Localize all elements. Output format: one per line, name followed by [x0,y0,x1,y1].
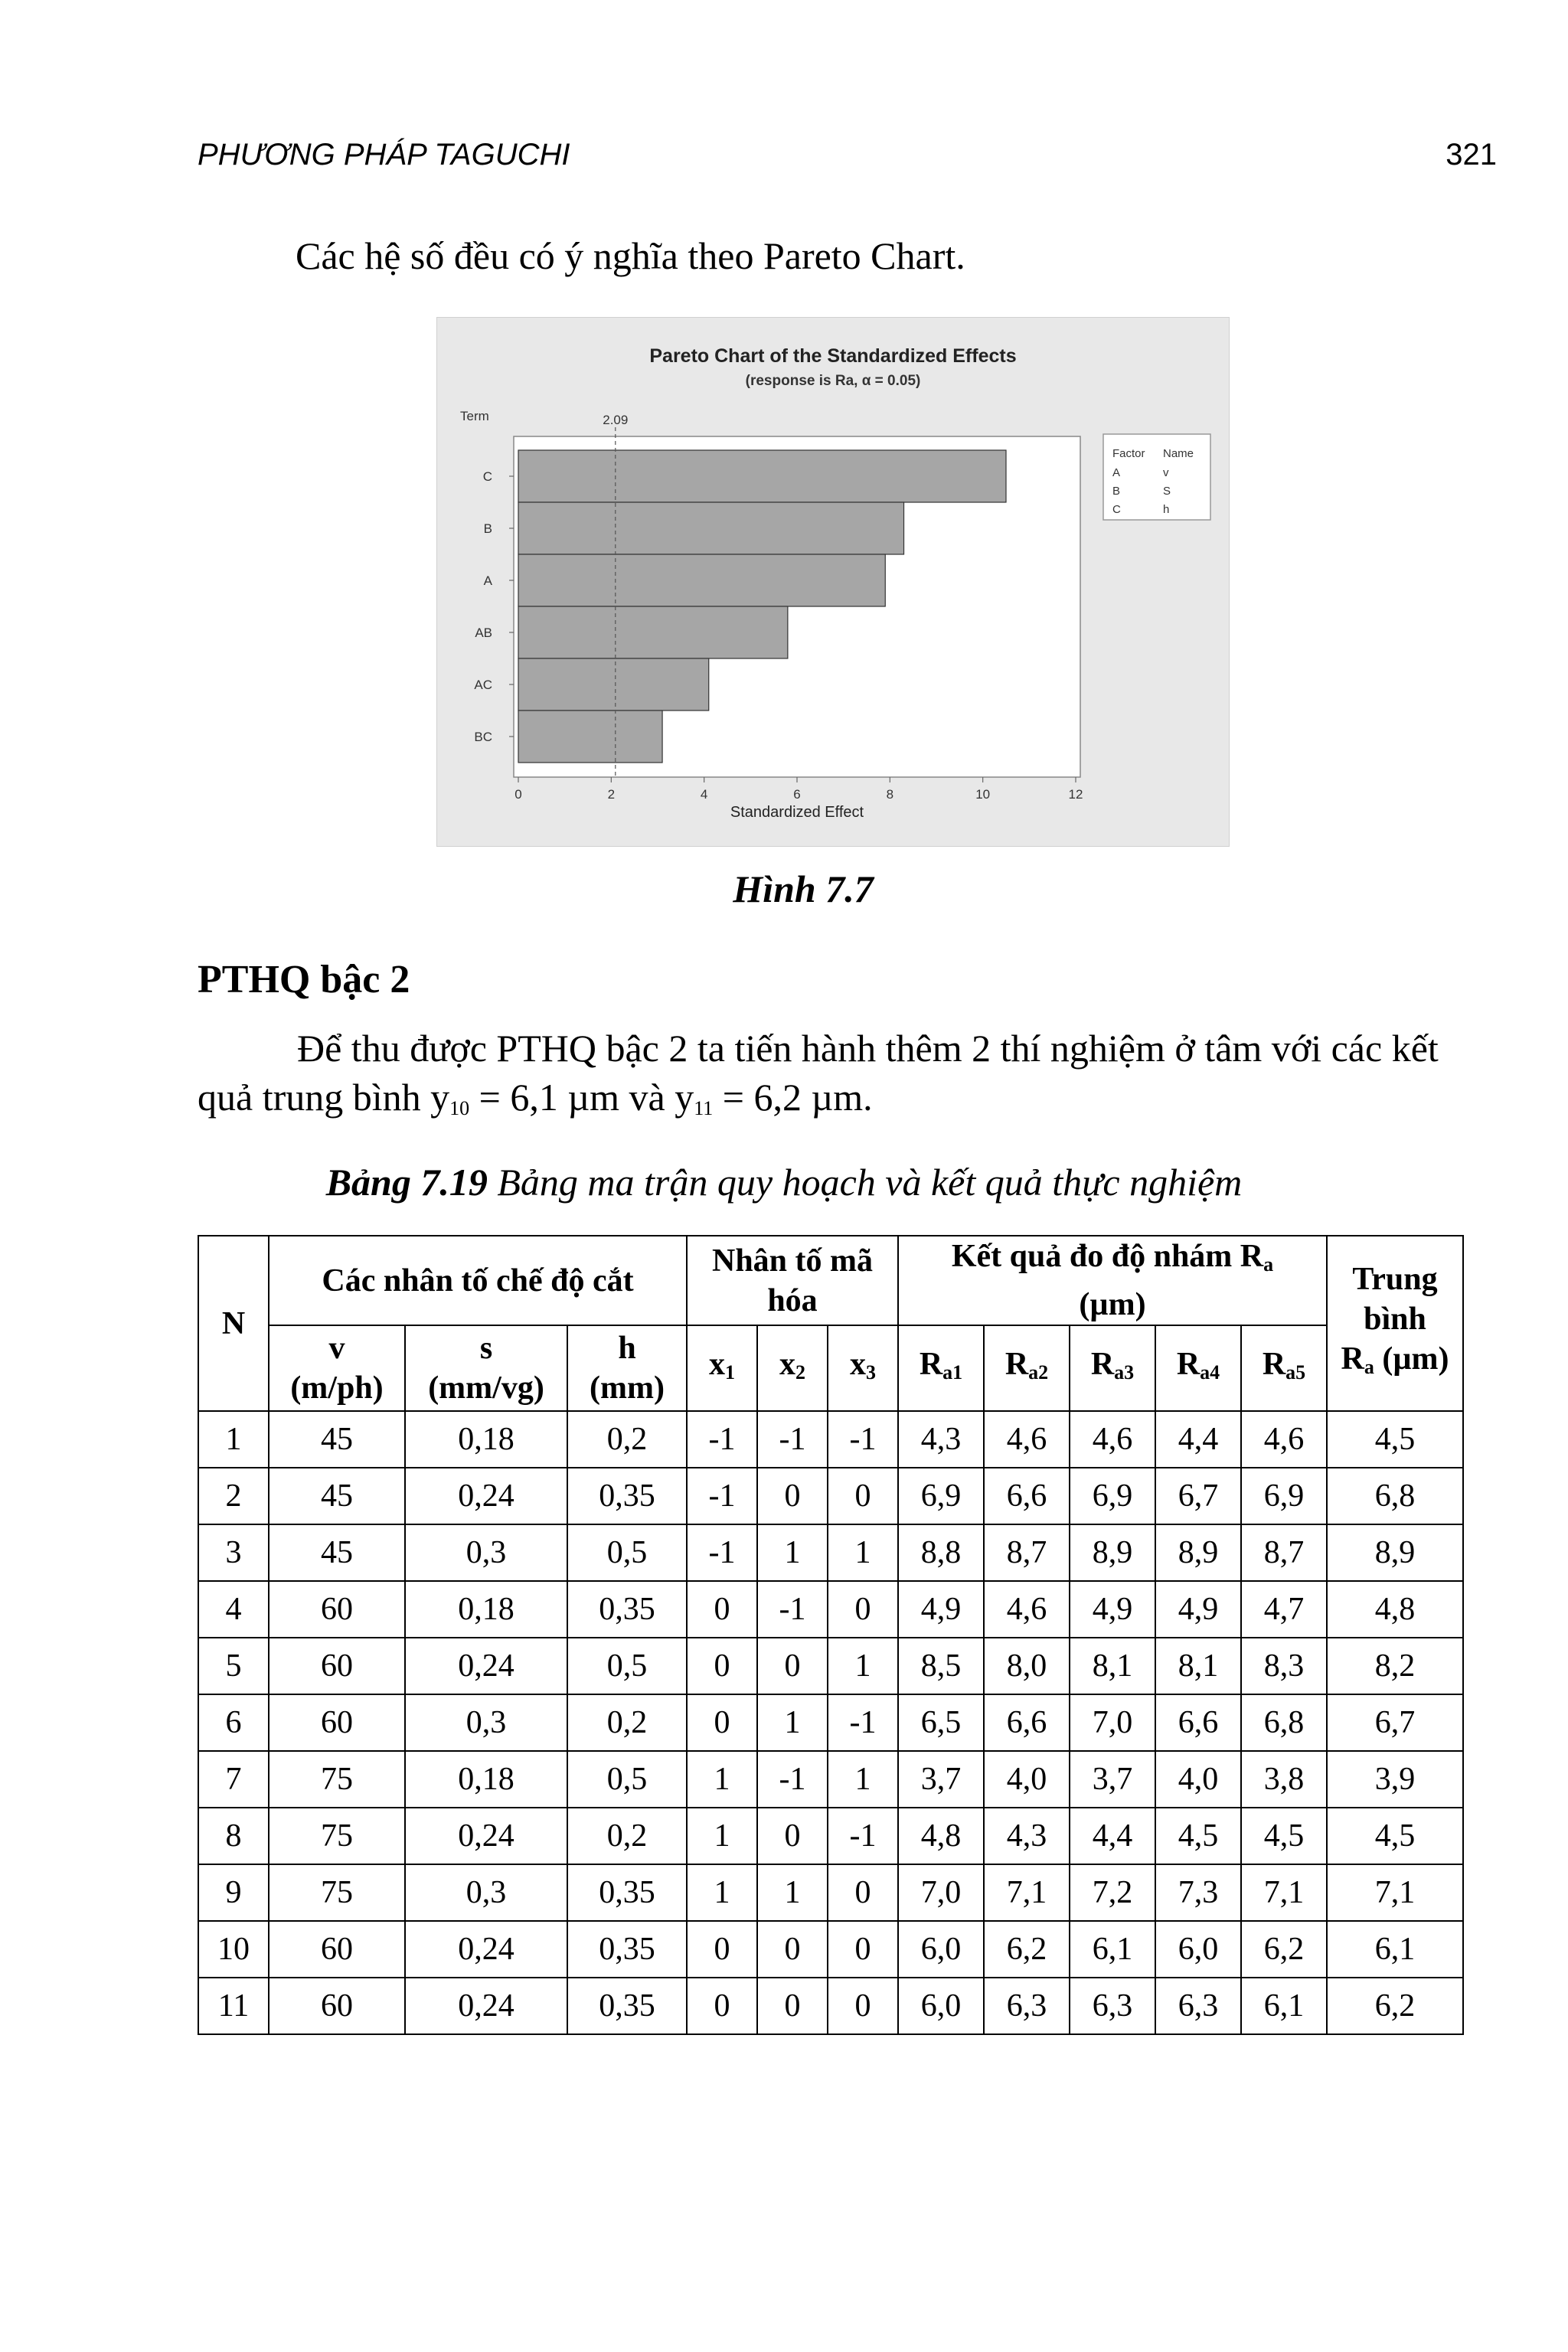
table-cell: 1 [198,1411,269,1468]
table-cell: 11 [198,1978,269,2034]
table-cell: 0,18 [405,1411,567,1468]
table-cell: 0,18 [405,1751,567,1808]
table-cell: 45 [269,1411,405,1468]
section-heading: PTHQ bậc 2 [198,958,410,1001]
table-cell: 6,6 [984,1468,1070,1524]
table-cell: 1 [687,1808,757,1864]
table-cell: 4,5 [1327,1411,1463,1468]
table-cell: 4,5 [1327,1808,1463,1864]
table-row [198,1864,1463,1921]
table-cell: 6,8 [1327,1468,1463,1524]
table-cell: 0 [687,1978,757,2034]
table-cell: 0,5 [567,1751,687,1808]
legend-header: Factor [1112,447,1145,460]
table-cell: 0 [757,1808,828,1864]
header-roughness-results: Kết quả đo độ nhám $R_a$ (µm) [898,1236,1327,1325]
table-cell: 2 [198,1468,269,1524]
reference-line-label: 2.09 [603,413,629,427]
chart-legend [1103,434,1210,520]
header-x3: $x_3$ [828,1325,898,1411]
table-cell: 1 [757,1694,828,1751]
table-cell: 0 [687,1694,757,1751]
table-cell: 6,0 [898,1978,984,2034]
table-cell: 8,8 [898,1524,984,1581]
table-cell: -1 [687,1468,757,1524]
table-cell: 1 [757,1864,828,1921]
table-cell: 1 [687,1864,757,1921]
y-tick-label: BC [474,730,492,744]
legend-factor: C [1112,503,1121,516]
x-tick-label: 0 [514,787,522,802]
table-row [198,1638,1463,1694]
table-cell: 8,7 [1241,1524,1327,1581]
bar-a [518,554,885,606]
table-row [198,1581,1463,1638]
legend-name: h [1163,503,1170,516]
table-cell: 0,5 [567,1524,687,1581]
table-cell: 8,9 [1070,1524,1155,1581]
table-cell: 8,5 [898,1638,984,1694]
table-cell: 6,1 [1070,1921,1155,1978]
table-row [198,1978,1463,2034]
table-cell: 6,2 [984,1921,1070,1978]
table-cell: 1 [757,1524,828,1581]
table-cell: 8,7 [984,1524,1070,1581]
table-cell: 0 [757,1978,828,2034]
table-cell: 45 [269,1524,405,1581]
table-cell: 4,5 [1155,1808,1241,1864]
table-cell: 4,3 [898,1411,984,1468]
page-number: 321 [1446,138,1497,172]
table-cell: 60 [269,1694,405,1751]
table-cell: 6,1 [1241,1978,1327,2034]
table-cell: 6,5 [898,1694,984,1751]
paragraph-text-3: = 6,2 µm. [713,1076,873,1119]
chart-canvas [437,318,1229,846]
table-cell: 6,3 [984,1978,1070,2034]
table-cell: 4,8 [1327,1581,1463,1638]
table-cell: 6,6 [984,1694,1070,1751]
table-cell: 60 [269,1638,405,1694]
x-tick-label: 4 [700,787,708,802]
table-cell: 6,7 [1155,1468,1241,1524]
header-average: Trung bình $R_a$ (µm) [1327,1236,1463,1411]
y-tick-label: B [483,521,492,536]
table-cell: 6,0 [898,1921,984,1978]
table-cell: 0 [687,1581,757,1638]
table-cell: 4,9 [898,1581,984,1638]
table-cell: 6,2 [1241,1921,1327,1978]
table-cell: 0,35 [567,1468,687,1524]
table-cell: 4 [198,1581,269,1638]
table-cell: 6,2 [1327,1978,1463,2034]
table-cell: 10 [198,1921,269,1978]
table-cell: 0 [687,1638,757,1694]
table-cell: 75 [269,1864,405,1921]
y-tick-label: AB [475,626,492,640]
table-cell: 0 [828,1468,898,1524]
table-cell: 8,0 [984,1638,1070,1694]
table-cell: -1 [757,1411,828,1468]
table-cell: 4,6 [1241,1411,1327,1468]
table-cell: 0,2 [567,1411,687,1468]
table-cell: 0,24 [405,1638,567,1694]
table-cell: 6,8 [1241,1694,1327,1751]
table-cell: 60 [269,1581,405,1638]
table-cell: 6,0 [1155,1921,1241,1978]
table-cell: -1 [828,1808,898,1864]
table-cell: 0 [828,1921,898,1978]
table-cell: 1 [828,1524,898,1581]
paragraph-subscript-1: 10 [449,1097,470,1119]
table-cell: 60 [269,1978,405,2034]
table-cell: 7,1 [984,1864,1070,1921]
y-tick-label: A [483,573,492,588]
figure-caption: Hình 7.7 [733,867,874,910]
table-cell: 0,24 [405,1921,567,1978]
table-cell: 6,1 [1327,1921,1463,1978]
chart-subtitle: (response is Ra, α = 0.05) [745,373,921,389]
legend-name: v [1163,466,1169,479]
table-row [198,1411,1463,1468]
header-h: h (mm) [567,1325,687,1411]
table-cell: 6,3 [1070,1978,1155,2034]
table-cell: 6,3 [1155,1978,1241,2034]
table-cell: 3,9 [1327,1751,1463,1808]
table-cell: 8,3 [1241,1638,1327,1694]
y-axis-label: Term [460,409,489,423]
table-cell: 0 [757,1921,828,1978]
table-cell: 0,2 [567,1694,687,1751]
table-cell: 4,6 [984,1581,1070,1638]
table-cell: 3 [198,1524,269,1581]
table-caption [0,1160,1568,1204]
table-cell: 4,6 [1070,1411,1155,1468]
table-row [198,1921,1463,1978]
table-cell: 0 [687,1921,757,1978]
table-cell: 8,2 [1327,1638,1463,1694]
table-cell: 0 [757,1638,828,1694]
bar-bc [518,710,662,763]
header-n: N [198,1236,269,1411]
table-cell: 0 [757,1468,828,1524]
table-cell: 0,35 [567,1581,687,1638]
header-ra5: $R_{a5}$ [1241,1325,1327,1411]
bar-ab [518,606,788,658]
legend-header: Name [1163,447,1194,460]
table-cell: 0 [828,1581,898,1638]
table-cell: -1 [757,1581,828,1638]
table-cell: 0,24 [405,1808,567,1864]
table-cell: 4,0 [984,1751,1070,1808]
bar-b [518,502,904,554]
table-cell: 5 [198,1638,269,1694]
table-cell: 4,6 [984,1411,1070,1468]
table-cell: 8,9 [1327,1524,1463,1581]
header-x1: $x_1$ [687,1325,757,1411]
table-cell: 8,9 [1155,1524,1241,1581]
table-cell: 1 [687,1751,757,1808]
table-cell: 0,35 [567,1864,687,1921]
legend-name: S [1163,485,1171,498]
table-cell: 8 [198,1808,269,1864]
table-row [198,1524,1463,1581]
table-cell: 0,3 [405,1864,567,1921]
table-cell: 4,3 [984,1808,1070,1864]
table-cell: 0,24 [405,1978,567,2034]
x-axis-label: Standardized Effect [730,804,864,821]
table-cell: 4,8 [898,1808,984,1864]
table-cell: 60 [269,1921,405,1978]
y-tick-label: AC [474,678,492,692]
table-cell: 3,7 [898,1751,984,1808]
table-cell: 4,0 [1155,1751,1241,1808]
table-cell: 7,1 [1327,1864,1463,1921]
x-tick-label: 6 [793,787,801,802]
running-header: PHƯƠNG PHÁP TAGUCHI [198,138,570,172]
header-x2: $x_2$ [757,1325,828,1411]
table-row [198,1751,1463,1808]
table-caption-text: Bảng ma trận quy hoạch và kết quả thực nghiệm [487,1161,1243,1204]
header-v: v (m/ph) [269,1325,405,1411]
table-cell: 4,4 [1070,1808,1155,1864]
header-ra3: $R_{a3}$ [1070,1325,1155,1411]
table-cell: 9 [198,1864,269,1921]
table-cell: 3,8 [1241,1751,1327,1808]
table-row [198,1808,1463,1864]
table-cell: 0 [828,1978,898,2034]
table-cell: 7 [198,1751,269,1808]
table-cell: 4,5 [1241,1808,1327,1864]
table-cell: 45 [269,1468,405,1524]
table-cell: 7,0 [1070,1694,1155,1751]
table-cell: 4,9 [1070,1581,1155,1638]
table-cell: -1 [828,1694,898,1751]
table-cell: 7,3 [1155,1864,1241,1921]
header-cutting-factors: Các nhân tố chế độ cắt [269,1236,687,1325]
table-cell: 0,2 [567,1808,687,1864]
table-cell: 0 [828,1864,898,1921]
bar-c [518,450,1006,502]
table-cell: 6,9 [1241,1468,1327,1524]
table-cell: 6,7 [1327,1694,1463,1751]
table-cell: 4,4 [1155,1411,1241,1468]
table-cell: 0,5 [567,1638,687,1694]
table-cell: 7,1 [1241,1864,1327,1921]
header-ra4: $R_{a4}$ [1155,1325,1241,1411]
table-cell: 0,3 [405,1694,567,1751]
table-row [198,1694,1463,1751]
intro-text: Các hệ số đều có ý nghĩa theo Pareto Chart. [296,234,965,277]
table-row [198,1468,1463,1524]
table-cell: 4,7 [1241,1581,1327,1638]
table-cell: 0,3 [405,1524,567,1581]
table-cell: 8,1 [1070,1638,1155,1694]
table-cell: 6 [198,1694,269,1751]
x-tick-label: 2 [607,787,616,802]
table-cell: 6,6 [1155,1694,1241,1751]
table-cell: -1 [687,1524,757,1581]
table-cell: -1 [828,1411,898,1468]
x-tick-label: 8 [886,787,894,802]
table-cell: 6,9 [898,1468,984,1524]
paragraph [198,1024,1499,1133]
header-coded-factors: Nhân tố mã hóa [687,1236,898,1325]
table-cell: 0,35 [567,1921,687,1978]
table-cell: 0,24 [405,1468,567,1524]
table-cell: 1 [828,1638,898,1694]
legend-factor: A [1112,466,1121,479]
header-ra1: $R_{a1}$ [898,1325,984,1411]
pareto-chart [436,317,1230,847]
table-cell: 4,9 [1155,1581,1241,1638]
header-ra2: $R_{a2}$ [984,1325,1070,1411]
experiment-table [198,1235,1464,2035]
y-tick-label: C [482,469,492,484]
table-cell: 7,0 [898,1864,984,1921]
paragraph-text-1: Để thu được PTHQ bậc 2 ta tiến hành thêm 2 thí nghiệm ở tâm với các kết quả trung bình y [198,1027,1439,1119]
bar-ac [518,658,709,710]
table-cell: 1 [828,1751,898,1808]
table-cell: 75 [269,1751,405,1808]
table-cell: -1 [687,1411,757,1468]
header-s: s (mm/vg) [405,1325,567,1411]
paragraph-subscript-2: 11 [694,1097,714,1119]
legend-factor: B [1112,485,1121,498]
table-cell: -1 [757,1751,828,1808]
table-cell: 0,18 [405,1581,567,1638]
x-tick-label: 10 [975,787,991,802]
table-cell: 75 [269,1808,405,1864]
table-cell: 3,7 [1070,1751,1155,1808]
table-caption-number: Bảng 7.19 [325,1161,488,1204]
paragraph-text-2: = 6,1 µm và y [469,1076,694,1119]
table-cell: 0,35 [567,1978,687,2034]
x-tick-label: 12 [1068,787,1083,802]
chart-title: Pareto Chart of the Standardized Effects [649,345,1017,367]
table-cell: 8,1 [1155,1638,1241,1694]
table-cell: 6,9 [1070,1468,1155,1524]
table-cell: 7,2 [1070,1864,1155,1921]
